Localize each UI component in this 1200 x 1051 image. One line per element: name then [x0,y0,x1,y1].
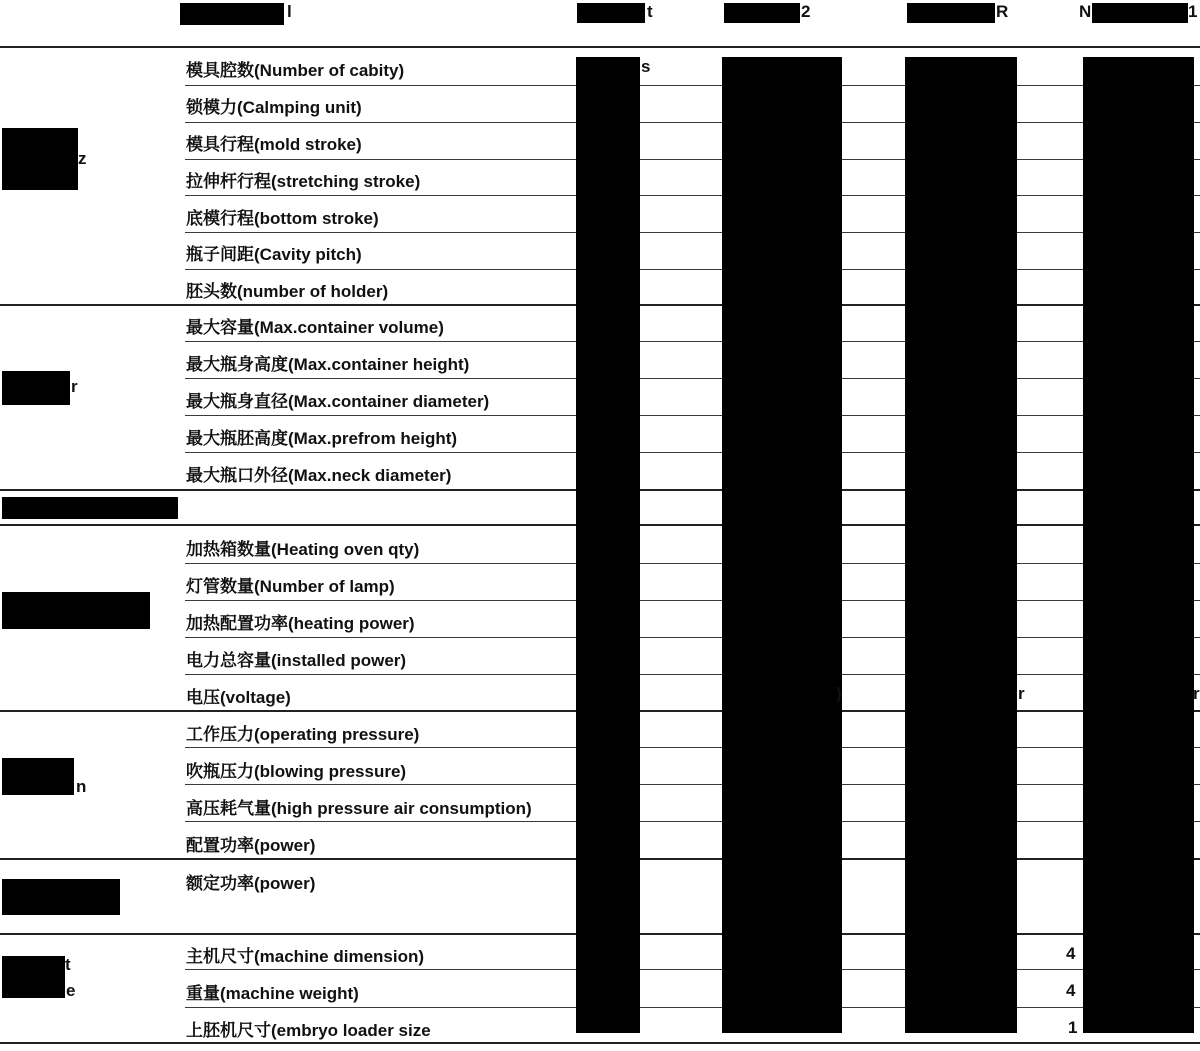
header-col1-redaction [577,3,645,23]
row-label: 工作压力(operating pressure) [186,725,420,744]
row-divider [185,269,1200,270]
header-col4-redaction [1092,3,1188,23]
row-label: 最大瓶身高度(Max.container height) [186,355,470,374]
row-label: 加热配置功率(heating power) [186,614,415,633]
row-label: 配置功率(power) [186,836,316,855]
category-redaction-group6 [2,879,120,915]
category-redaction-group2 [2,371,70,405]
row-label: 加热箱数量(Heating oven qty) [186,540,420,559]
row-divider [185,232,1200,233]
category-fragment-group7-line1: t [65,955,71,974]
value-fragment-voltage-col4: r [1193,684,1200,703]
row-divider [185,563,1200,564]
row-label: 吹瓶压力(blowing pressure) [186,762,407,781]
header-col4-fragment-before: N [1079,2,1092,21]
value-fragment-loader-col4: 1 [1068,1018,1078,1037]
data-column1-redaction [576,57,640,1033]
header-col3-fragment: R [996,2,1009,21]
category-fragment-group5: n [76,777,87,796]
row-divider [185,85,1200,86]
category-fragment-group1: z [78,149,87,168]
header-col4-fragment-after: 1 [1188,2,1198,21]
row-divider [185,452,1200,453]
row-label: 模具腔数(Number of cabity) [186,61,405,80]
row-label: 瓶子间距(Cavity pitch) [186,245,362,264]
header-col2-redaction [724,3,800,23]
row-label: 电力总容量(installed power) [186,651,407,670]
row-divider [185,821,1200,822]
row-label: 灯管数量(Number of lamp) [186,577,395,596]
row-label: 底模行程(bottom stroke) [186,209,379,228]
row-divider [185,341,1200,342]
row-divider [185,122,1200,123]
value-fragment-cavity-col1: s [641,57,651,76]
row-label: 额定功率(power) [186,874,316,893]
row-divider [185,159,1200,160]
header-col3-redaction [907,3,995,23]
row-divider [185,378,1200,379]
row-divider [185,195,1200,196]
category-fragment-group2: r [71,377,78,396]
value-fragment-voltage-col2: ) [836,684,842,703]
category-redaction-group1 [2,128,78,190]
value-fragment-voltage-col3: r [1018,684,1025,703]
row-label: 高压耗气量(high pressure air consumption) [186,799,532,818]
row-label: 拉伸杆行程(stretching stroke) [186,172,421,191]
row-divider [185,600,1200,601]
row-label: 主机尺寸(machine dimension) [186,947,425,966]
row-divider [185,747,1200,748]
row-label: 重量(machine weight) [186,984,359,1003]
data-column2-redaction [722,57,842,1033]
header-model-fragment: l [287,2,292,21]
row-label: 最大瓶胚高度(Max.prefrom height) [186,429,458,448]
row-label: 最大瓶身直径(Max.container diameter) [186,392,490,411]
data-column3-redaction [905,57,1017,1033]
row-label: 电压(voltage) [186,688,291,707]
row-divider [185,784,1200,785]
row-divider [185,1007,1200,1008]
category-redaction-group5 [2,758,74,795]
table-border-bottom [0,1042,1200,1044]
row-label: 锁模力(Calmping unit) [186,98,362,117]
header-model-redaction [180,3,284,25]
row-divider [185,415,1200,416]
redacted-row-group3 [2,497,178,519]
header-col1-fragment: t [647,2,653,21]
row-label: 最大瓶口外径(Max.neck diameter) [186,466,452,485]
header-col2-fragment: 2 [801,2,811,21]
category-redaction-group7 [2,956,65,998]
row-label: 模具行程(mold stroke) [186,135,362,154]
table-border-top [0,46,1200,48]
row-divider [185,637,1200,638]
category-redaction-group4 [2,592,150,629]
row-label: 胚头数(number of holder) [186,282,389,301]
value-fragment-weight-col4: 4 [1066,981,1076,1000]
row-divider [185,969,1200,970]
row-label: 最大容量(Max.container volume) [186,318,444,337]
row-label: 上胚机尺寸(embryo loader size [186,1021,431,1040]
row-divider [185,674,1200,675]
data-column4-redaction [1083,57,1194,1033]
category-fragment-group7-line2: e [66,981,76,1000]
value-fragment-dimension-col4: 4 [1066,944,1076,963]
